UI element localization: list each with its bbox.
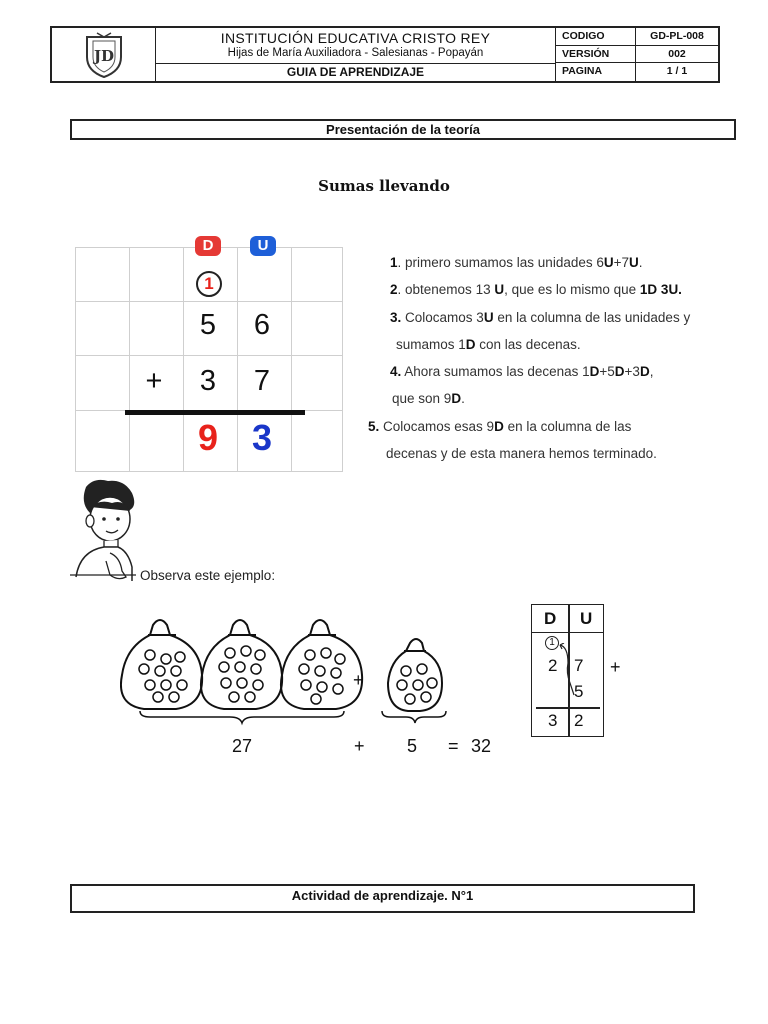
addition-grid	[75, 237, 343, 472]
du-header-d: D	[544, 609, 557, 628]
digit-5: 5	[199, 309, 217, 341]
steps-list	[368, 249, 728, 467]
equals-sign: =	[448, 736, 459, 756]
header-codes	[556, 28, 718, 81]
document-header	[50, 26, 720, 83]
du-header-u: U	[580, 609, 593, 628]
tens-label: D	[195, 236, 221, 256]
sum-line	[125, 410, 305, 415]
du-result-3: 3	[548, 711, 558, 730]
digit-7: 7	[253, 365, 271, 397]
carry-arrow-icon	[558, 643, 578, 699]
du-carry: 1	[545, 636, 559, 650]
code-row: CODIGO GD-PL-008	[556, 28, 718, 46]
step-5: 5. Colocamos esas 9D en la columna de las	[368, 418, 632, 434]
observe-caption: Observa este ejemplo:	[140, 568, 276, 583]
institution-name: INSTITUCIÓN EDUCATIVA CRISTO REY	[220, 30, 491, 46]
carry-digit: 1	[196, 271, 222, 297]
svg-text:JD: JD	[93, 46, 114, 65]
step-3: 3. Colocamos 3U en la columna de las unidades y	[390, 309, 691, 325]
step-4: 4. Ahora sumamos las decenas 1D+5D+3D,	[390, 364, 654, 380]
bags-plus: +	[353, 670, 364, 690]
shield-logo-icon	[79, 31, 129, 79]
result-tens: 9	[197, 417, 219, 458]
step-4-line2: que son 9D.	[392, 391, 465, 407]
plus-operator: +	[354, 736, 365, 756]
step-1: 1. primero sumamos las unidades 6U+7U.	[390, 255, 643, 270]
section-title-theory: Presentación de la teoría	[70, 119, 736, 140]
units-label: U	[250, 236, 276, 256]
step-5-line2: decenas y de esta manera hemos terminado.	[386, 446, 657, 462]
digit-3: 3	[199, 365, 217, 397]
bags-example	[120, 605, 520, 765]
step-3-line2: sumamos 1D con las decenas.	[396, 336, 581, 352]
du-digit-5: 5	[574, 682, 584, 701]
du-digit-7: 7	[574, 656, 584, 675]
document-type: GUIA DE APRENDIZAJE	[286, 65, 425, 79]
header-title-block	[156, 28, 556, 81]
institution-subtitle: Hijas de María Auxiliadora - Salesianas - Popayán	[227, 47, 484, 59]
section-title-activity: Actividad de aprendizaje. N°1	[70, 884, 695, 913]
school-logo	[52, 28, 156, 81]
du-plus: +	[610, 657, 621, 677]
du-result-2: 2	[574, 711, 584, 730]
plus-sign: +	[145, 365, 163, 397]
left-total: 27	[232, 736, 253, 756]
digit-6: 6	[253, 309, 271, 341]
boy-pointing-icon	[66, 477, 146, 583]
du-digit-2: 2	[548, 656, 558, 675]
step-2: 2. obtenemos 13 U, que es lo mismo que 1D 3U.	[390, 282, 682, 298]
sum-result: 32	[471, 736, 492, 756]
result-units: 3	[251, 417, 273, 458]
page-row: PAGINA 1 / 1	[556, 63, 718, 81]
du-table	[531, 604, 604, 737]
page-title: Sumas llevando	[318, 177, 450, 195]
version-row: VERSIÓN 002	[556, 46, 718, 64]
right-total: 5	[407, 736, 418, 756]
